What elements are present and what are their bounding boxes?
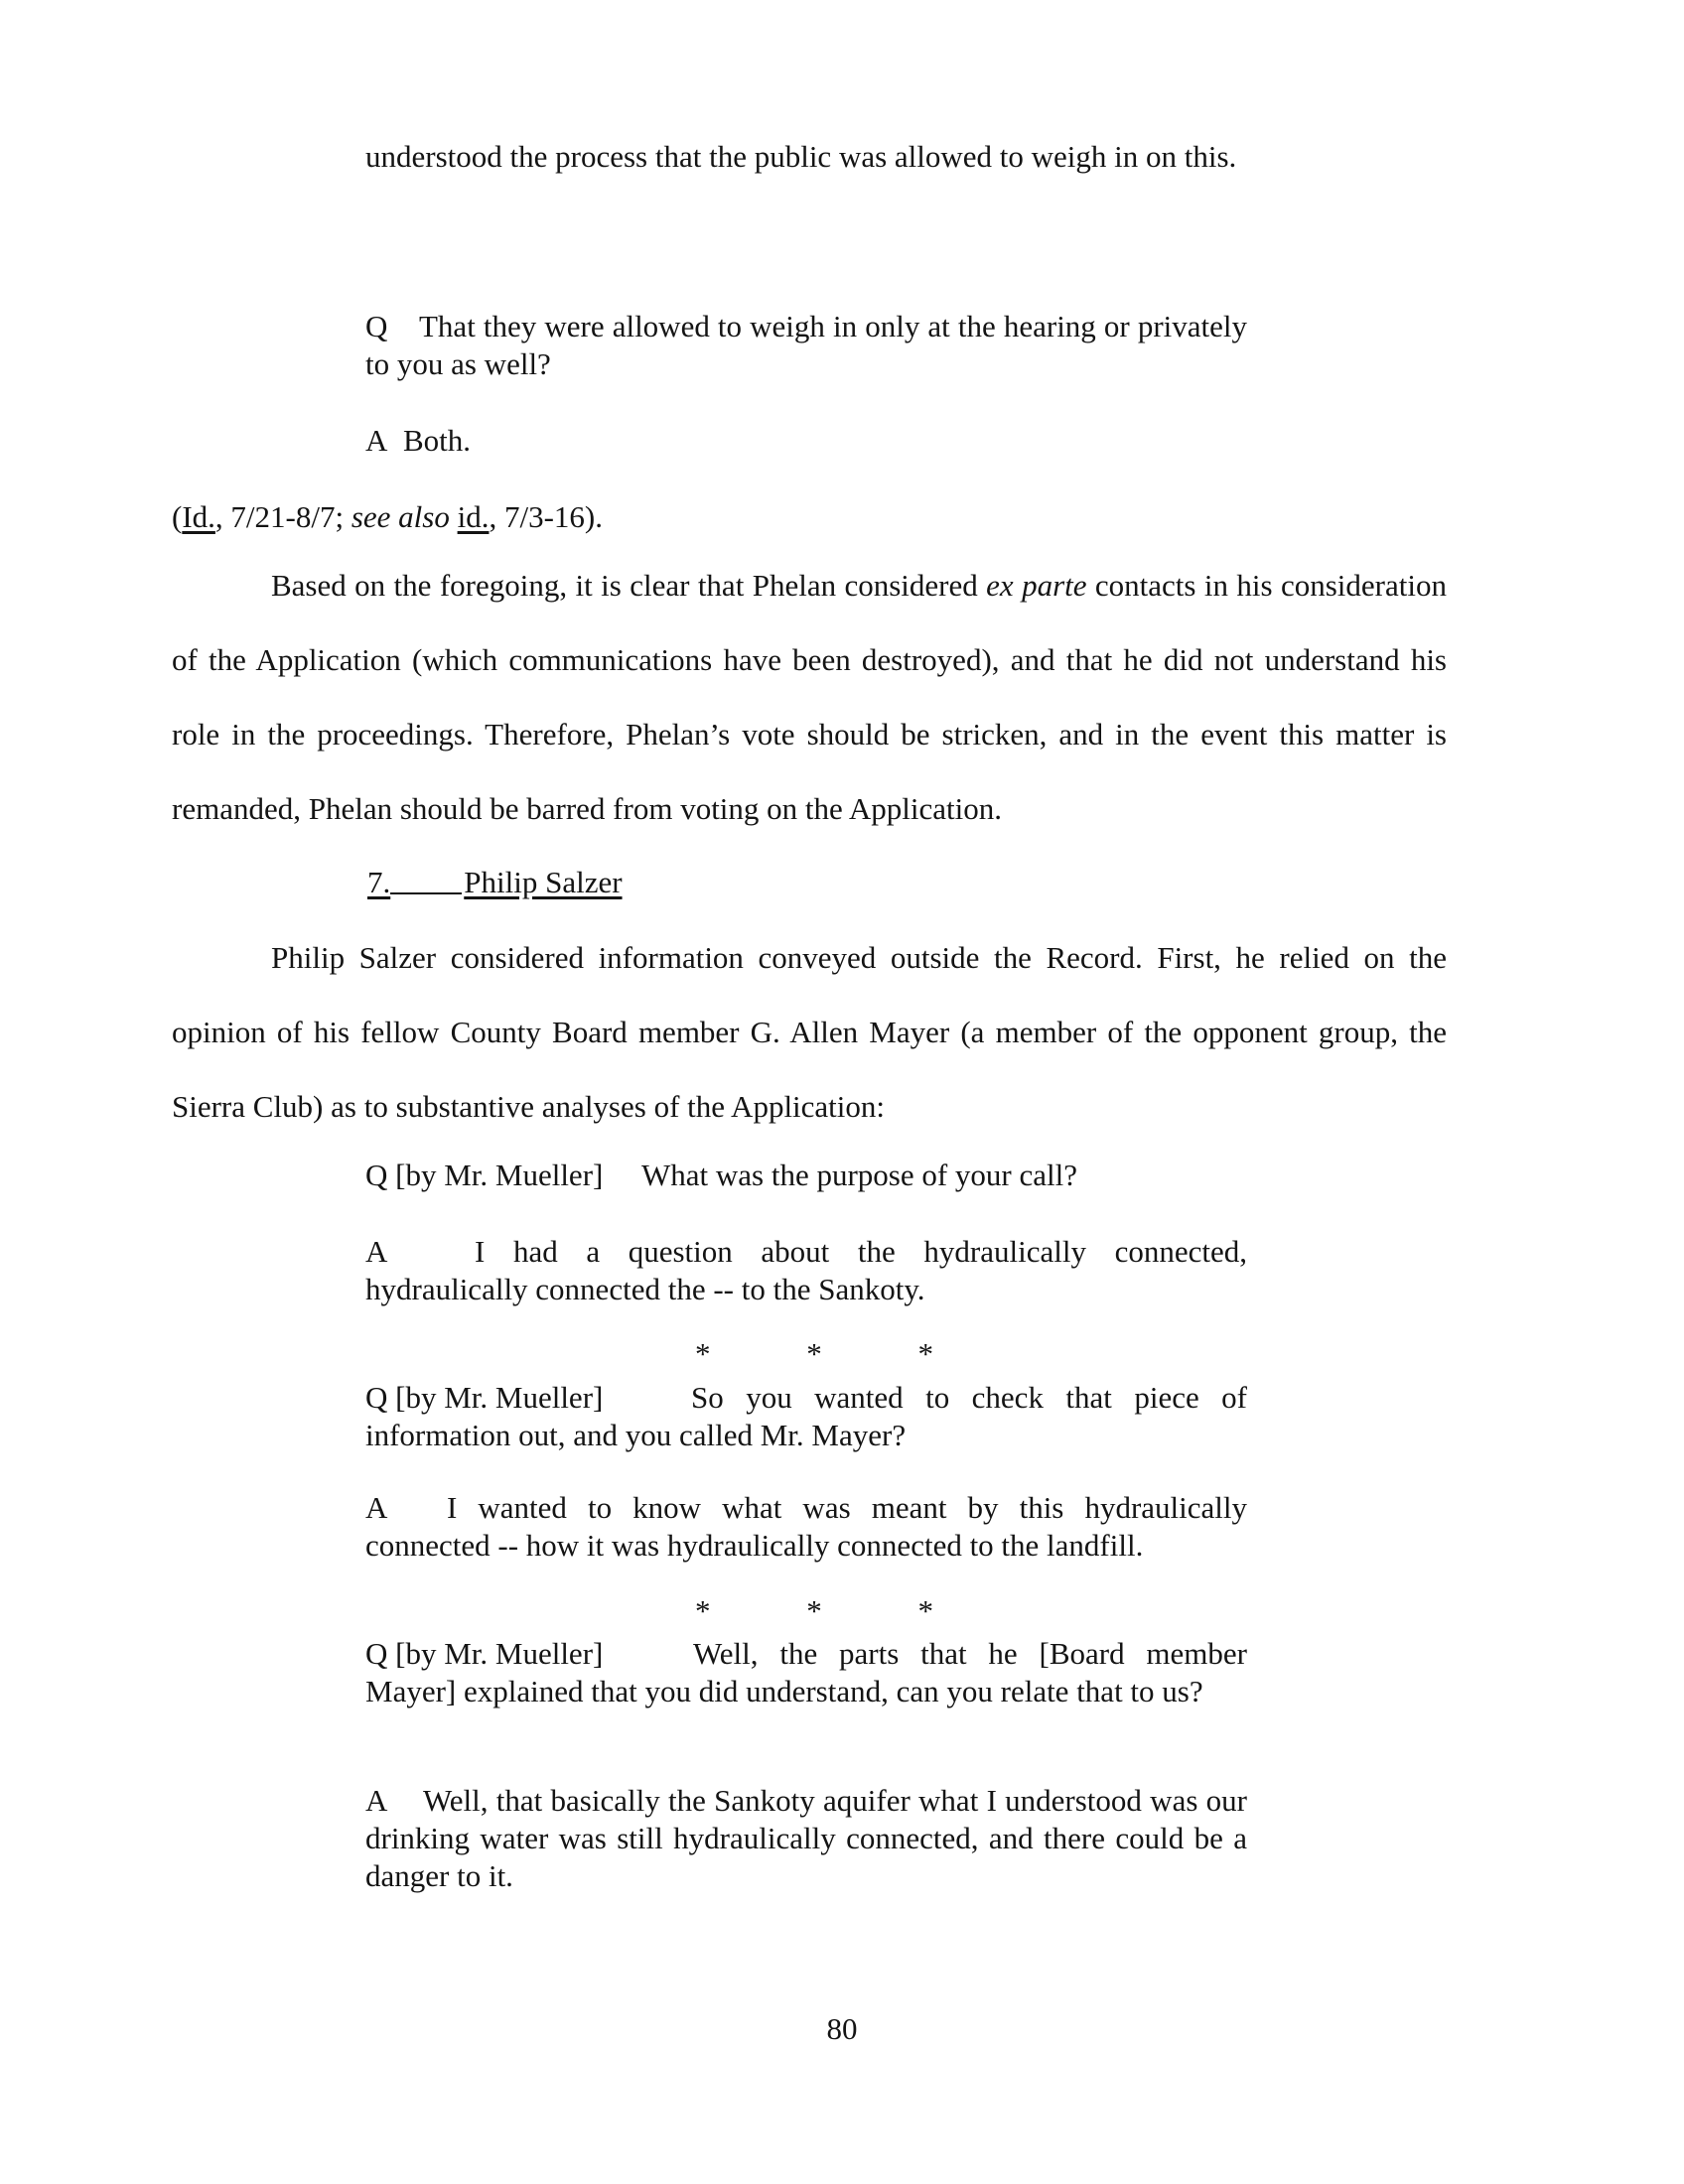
citation-id-2: id. (457, 499, 490, 534)
answer-label: A (365, 1234, 388, 1269)
question-text: What was the purpose of your call? (641, 1158, 1078, 1192)
citation-signal: see also (351, 499, 450, 534)
quote-answer (365, 422, 1247, 460)
citation-range-2: , 7/3-16). (489, 499, 603, 534)
answer-text: I had a question about the hydraulically connected, hydraulically connected the -- to the Sankoty. (365, 1234, 1247, 1306)
answer-text: Well, that basically the Sankoty aquifer what I understood was our drinking water was still hydraulically connected, and there could be a danger to it. (365, 1783, 1247, 1893)
testimony-a3 (365, 1782, 1247, 1895)
testimony-q2 (365, 1379, 1247, 1454)
answer-text: Both. (403, 423, 472, 458)
citation: (Id., 7/21-8/7; see also id., 7/3-16). (172, 499, 603, 534)
body-paragraph-1: Based on the foregoing, it is clear that Phelan considered ex parte contacts in his consideration of the Application (which communications have been destroyed), and that he did not understand his role in the proceedings. Therefore, Phelan’s vote should be stricken, and in the event this matter is remanded, Phelan should be barred from voting on the Application. (172, 568, 1447, 826)
answer-text: I wanted to know what was meant by this hydraulically connected -- how it was hydraulically connected to the landfill. (365, 1490, 1247, 1563)
ellipsis-asterisks: * * * (695, 1593, 933, 1628)
section-title: Philip Salzer (464, 865, 623, 899)
question-label: Q [by Mr. Mueller] (365, 1380, 604, 1415)
question-text: So you wanted to check that piece of information out, and you called Mr. Mayer? (365, 1380, 1247, 1452)
italic-term: ex parte (986, 568, 1087, 603)
question-text: That they were allowed to weigh in only at the hearing or privately to you as well? (365, 309, 1247, 381)
page-number: 80 (826, 2011, 858, 2046)
ellipsis-asterisks: * * * (695, 1336, 933, 1371)
question-text: Well, the parts that he [Board member Mayer] explained that you did understand, can you relate that to us? (365, 1636, 1247, 1708)
body-paragraph-2: Philip Salzer considered information conveyed outside the Record. First, he relied on the opinion of his fellow County Board member G. Allen Mayer (a member of the opponent group, the Sierra Club) as to substantive analyses of the Application: (172, 940, 1447, 1124)
answer-label: A (365, 423, 388, 458)
testimony-q1 (365, 1157, 1247, 1194)
answer-label: A (365, 1490, 388, 1525)
citation-range: , 7/21-8/7; (214, 499, 351, 534)
section-heading (367, 864, 623, 901)
heading-underline-gap (390, 892, 462, 894)
question-label: Q (365, 309, 388, 343)
quote-question (365, 308, 1247, 383)
testimony-a2 (365, 1489, 1247, 1565)
question-label: Q [by Mr. Mueller] (365, 1158, 604, 1192)
testimony-a1 (365, 1233, 1247, 1308)
section-number: 7. (367, 865, 391, 899)
citation-id: Id. (182, 499, 215, 534)
answer-label: A (365, 1783, 388, 1818)
quote-continuation: understood the process that the public was allowed to weigh in on this. (365, 139, 1237, 174)
question-label: Q [by Mr. Mueller] (365, 1636, 604, 1671)
testimony-q3 (365, 1635, 1247, 1710)
